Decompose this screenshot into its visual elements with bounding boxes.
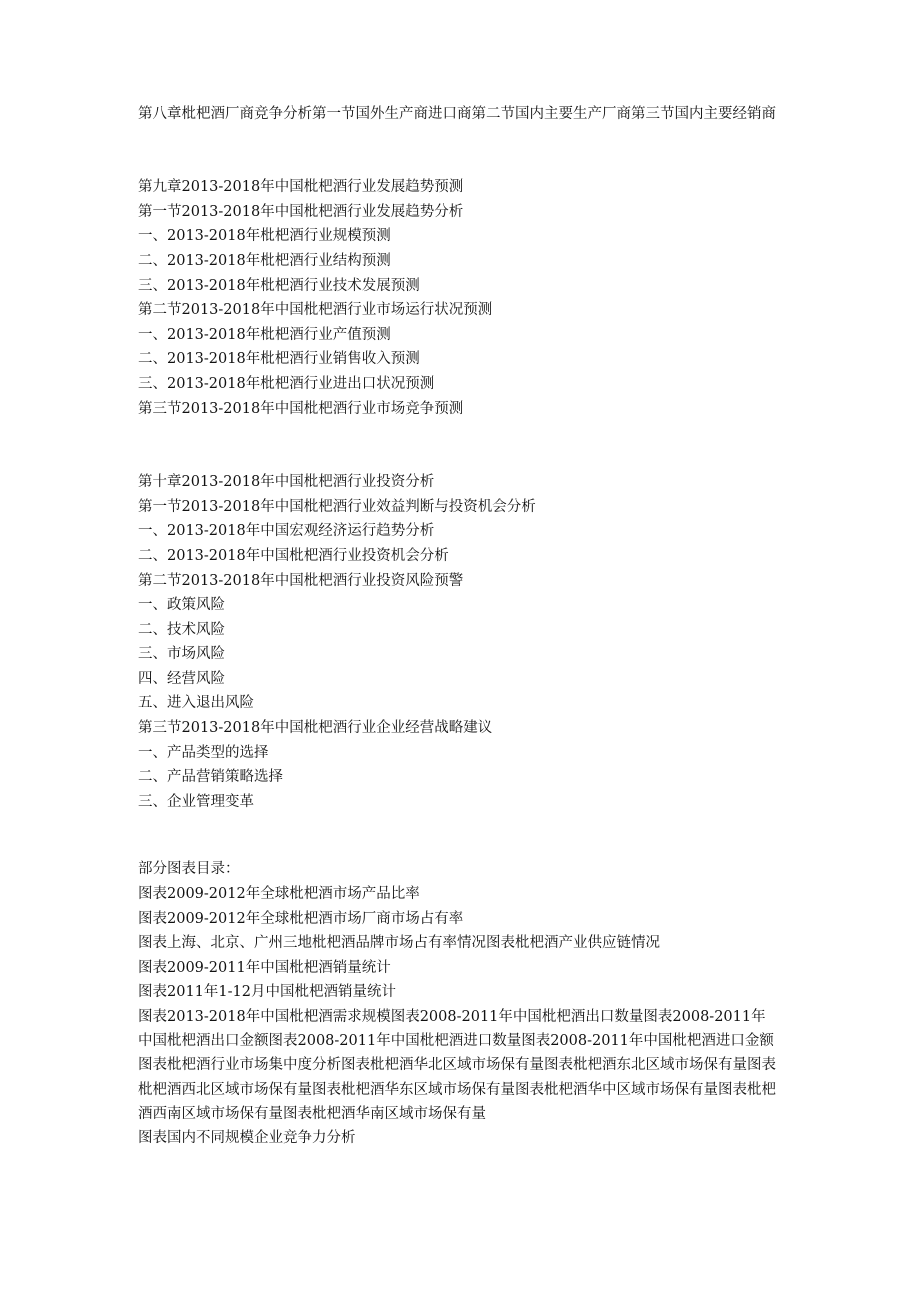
toc-line: 一、2013-2018年中国宏观经济运行趋势分析 [138, 523, 435, 540]
chapter-9-section [138, 175, 778, 421]
toc-line: 一、2013-2018年枇杷酒行业产值预测 [138, 326, 391, 343]
toc-line: 五、进入退出风险 [138, 695, 254, 712]
chart-list-item: 图表2009-2012年全球枇杷酒市场产品比率 [138, 886, 420, 903]
chart-list-item: 图表2009-2012年全球枇杷酒市场厂商市场占有率 [138, 910, 464, 927]
toc-line: 三、企业管理变革 [138, 793, 254, 810]
document-page [138, 103, 778, 1151]
chapter-8-paragraph: 第八章枇杷酒厂商竞争分析第一节国外生产商进口商第二节国内主要生产厂商第三节国内主要经销商 [138, 106, 776, 122]
toc-line: 一、产品类型的选择 [138, 744, 269, 761]
spacer [138, 126, 778, 175]
toc-line: 二、产品营销策略选择 [138, 769, 283, 786]
chart-list-item: 图表2009-2011年中国枇杷酒销量统计 [138, 959, 391, 976]
toc-line: 二、技术风险 [138, 621, 225, 638]
chart-list-item: 图表2011年1-12月中国枇杷酒销量统计 [138, 984, 396, 1001]
chapter-9-title: 第九章2013-2018年中国枇杷酒行业发展趋势预测 [138, 179, 464, 196]
chart-list-item: 图表上海、北京、广州三地枇杷酒品牌市场占有率情况图表枇杷酒产业供应链情况 [138, 935, 660, 952]
chapter-10-section [138, 470, 778, 814]
toc-line: 三、市场风险 [138, 646, 225, 663]
chart-list-item: 图表国内不同规模企业竞争力分析 [138, 1130, 356, 1147]
toc-line: 二、2013-2018年枇杷酒行业销售收入预测 [138, 351, 420, 368]
toc-line: 第一节2013-2018年中国枇杷酒行业发展趋势分析 [138, 203, 464, 220]
chart-list-heading: 部分图表目录： [138, 861, 240, 878]
toc-line: 二、2013-2018年中国枇杷酒行业投资机会分析 [138, 547, 449, 564]
toc-line: 三、2013-2018年枇杷酒行业进出口状况预测 [138, 375, 435, 392]
spacer [138, 421, 778, 470]
toc-line: 第二节2013-2018年中国枇杷酒行业市场运行状况预测 [138, 302, 493, 319]
toc-line: 三、2013-2018年枇杷酒行业技术发展预测 [138, 277, 420, 294]
chapter-10-title: 第十章2013-2018年中国枇杷酒行业投资分析 [138, 474, 435, 491]
toc-line: 一、政策风险 [138, 597, 225, 614]
spacer [138, 814, 778, 857]
toc-line: 一、2013-2018年枇杷酒行业规模预测 [138, 228, 391, 245]
toc-line: 第一节2013-2018年中国枇杷酒行业效益判断与投资机会分析 [138, 498, 536, 515]
chart-list-paragraph: 图表2013-2018年中国枇杷酒需求规模图表2008-2011年中国枇杷酒出口数量图表2008-2011年中国枇杷酒出口金额图表2008-2011年中国枇杷酒进口数量图表2008-2011年中国枇杷酒进口金额图表枇杷酒行业市场集中度分析图表枇杷酒华北区域市场保有量图表枇杷酒东北区域市场保有量图表枇杷酒西北区域市场保有量图表枇杷酒华东区域市场保有量图表枇杷酒华中区域市场保有量图表枇杷酒西南区域市场保有量图表枇杷酒华南区域市场保有量 [138, 1009, 776, 1122]
toc-line: 第三节2013-2018年中国枇杷酒行业市场竞争预测 [138, 400, 464, 417]
chart-list-section [138, 857, 778, 1150]
toc-line: 第二节2013-2018年中国枇杷酒行业投资风险预警 [138, 572, 464, 589]
toc-line: 四、经营风险 [138, 670, 225, 687]
toc-line: 第三节2013-2018年中国枇杷酒行业企业经营战略建议 [138, 720, 493, 737]
toc-line: 二、2013-2018年枇杷酒行业结构预测 [138, 252, 391, 269]
